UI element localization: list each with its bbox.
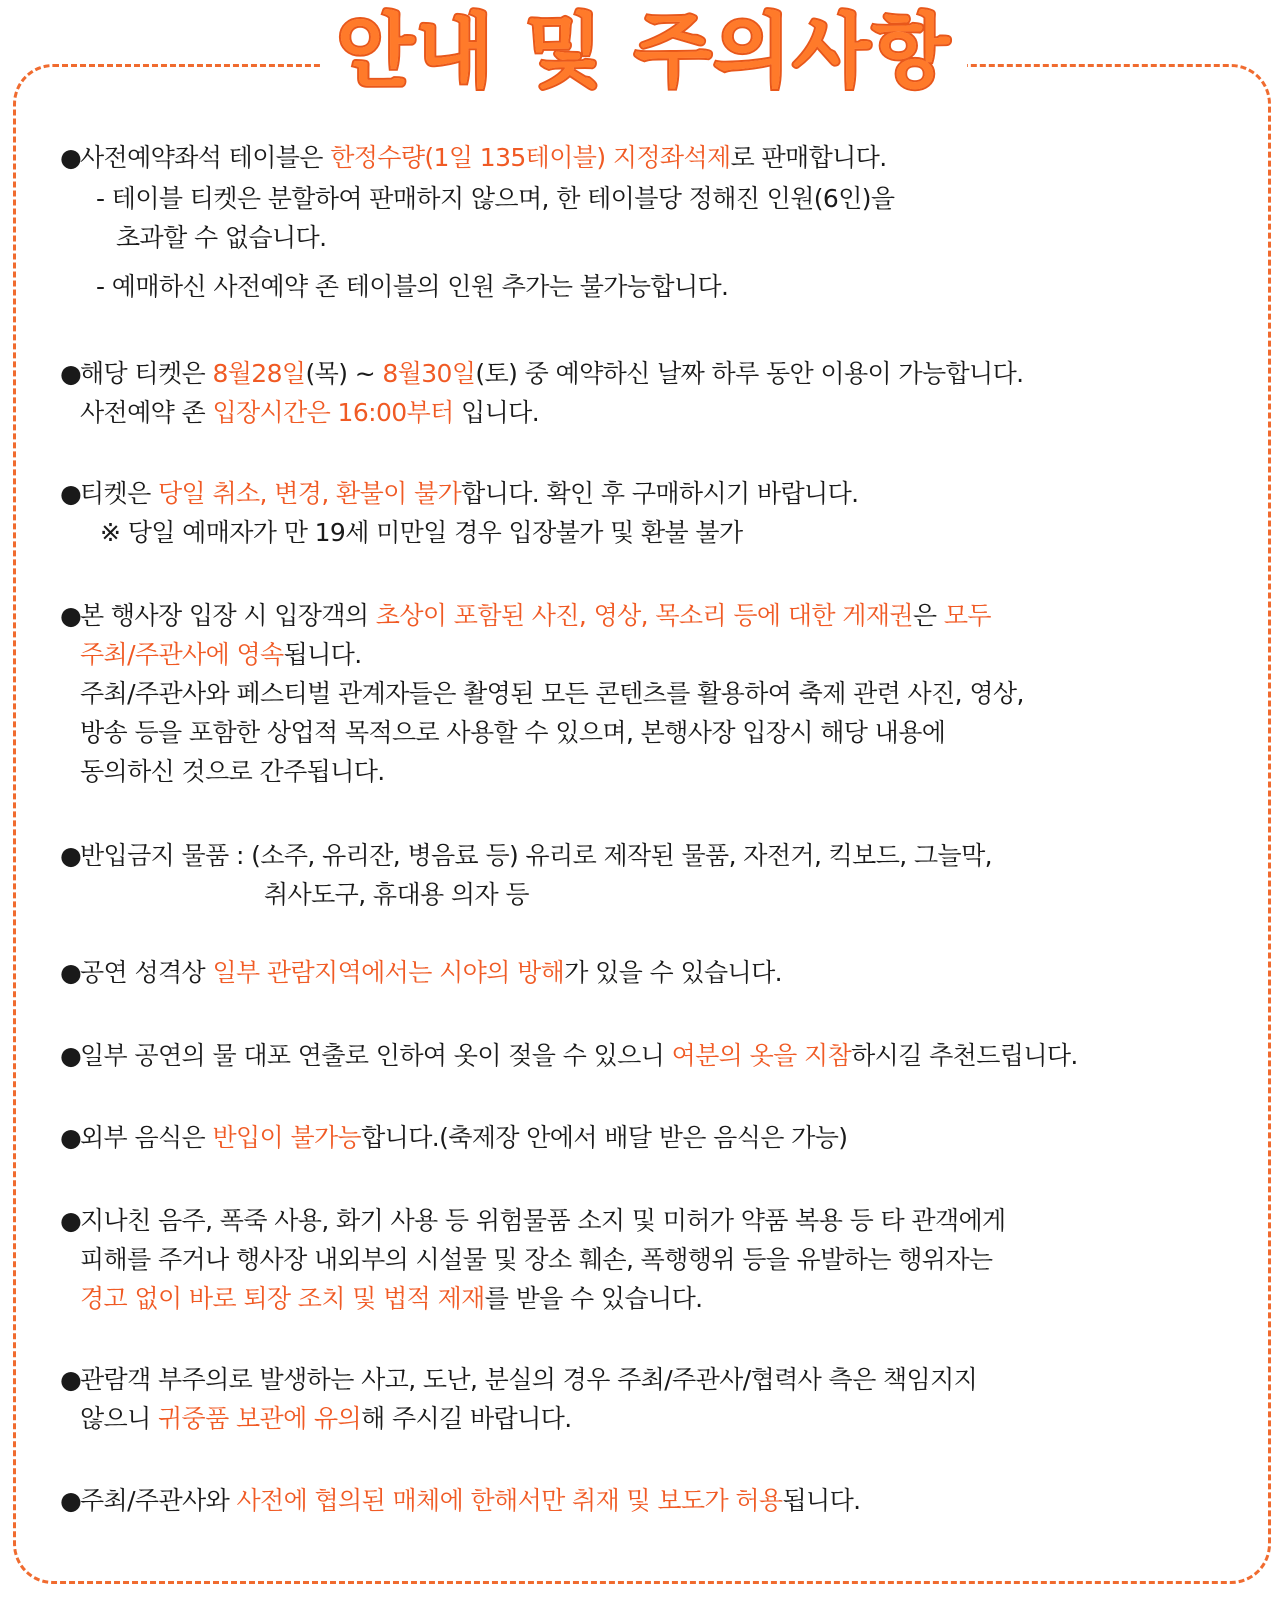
notice-item-press	[60, 1481, 860, 1520]
notice-subline: 초과할 수 없습니다.	[116, 223, 327, 252]
bullet: ●	[60, 1123, 82, 1152]
notice-line: 지나친 음주, 폭죽 사용, 화기 사용 등 위험물품 소지 및 미허가 약품 복용 등 타 관객에게	[80, 1206, 1006, 1235]
bullet: ●	[60, 1365, 82, 1394]
notice-item-prohibited	[60, 836, 992, 914]
bullet: ●	[60, 958, 82, 987]
notice-line: 주최/주관사와 사전에 협의된 매체에 한해서만 취재 및 보도가 허용됩니다.	[80, 1486, 861, 1515]
notice-line: 관람객 부주의로 발생하는 사고, 도난, 분실의 경우 주최/주관사/협력사 측은 책임지지	[80, 1365, 978, 1394]
notice-line: 취사도구, 휴대용 의자 등	[264, 880, 529, 909]
notice-line: 사전예약 존 입장시간은 16:00부터 입니다.	[80, 398, 540, 427]
notice-item-liability	[60, 1360, 977, 1438]
title-wrap	[0, 2, 1288, 102]
bullet: ●	[60, 1486, 82, 1515]
notice-subline: - 예매하신 사전예약 존 테이블의 인원 추가는 불가능합니다.	[96, 272, 729, 301]
notice-line: 사전예약좌석 테이블은 한정수량(1일 135테이블) 지정좌석제로 판매합니다.	[80, 143, 887, 172]
notice-item-table	[60, 138, 894, 306]
notice-item-view	[60, 953, 782, 992]
bullet: ●	[60, 841, 82, 870]
bullet: ●	[60, 601, 82, 630]
notice-line: 반입금지 물품 : (소주, 유리잔, 병음료 등) 유리로 제작된 물품, 자전거, 킥보드, 그늘막,	[80, 841, 992, 870]
notice-item-water	[60, 1036, 1078, 1075]
notice-item-portrait-rights	[60, 596, 1024, 791]
notice-line: 외부 음식은 반입이 불가능합니다.(축제장 안에서 배달 받은 음식은 가능)	[80, 1123, 848, 1152]
notice-line: 티켓은 당일 취소, 변경, 환불이 불가합니다. 확인 후 구매하시기 바랍니다.	[80, 479, 859, 508]
notice-line: 피해를 주거나 행사장 내외부의 시설물 및 장소 훼손, 폭행행위 등을 유발하는 행위자는	[80, 1245, 993, 1274]
notice-item-refund	[60, 474, 858, 552]
notice-line: 해당 티켓은 8월28일(목) ~ 8월30일(토) 중 예약하신 날짜 하루 동안 이용이 가능합니다.	[80, 359, 1024, 388]
notice-item-dangerous	[60, 1201, 1006, 1318]
notice-line: 주최/주관사에 영속됩니다.	[80, 640, 362, 669]
notice-line: 경고 없이 바로 퇴장 조치 및 법적 제재를 받을 수 있습니다.	[80, 1284, 703, 1313]
bullet: ●	[60, 1206, 82, 1235]
notice-line: 방송 등을 포함한 상업적 목적으로 사용할 수 있으며, 본행사장 입장시 해당 내용에	[80, 718, 946, 747]
bullet: ●	[60, 359, 82, 388]
notice-line: 동의하신 것으로 간주됩니다.	[80, 757, 385, 786]
bullet: ●	[60, 143, 82, 172]
notice-line: 주최/주관사와 페스티벌 관계자들은 촬영된 모든 콘텐츠를 활용하여 축제 관련 사진, 영상,	[80, 679, 1024, 708]
notice-line: 않으니 귀중품 보관에 유의해 주시길 바랍니다.	[80, 1404, 572, 1433]
notice-line: 공연 성격상 일부 관람지역에서는 시야의 방해가 있을 수 있습니다.	[80, 958, 782, 987]
notice-line: 본 행사장 입장 시 입장객의 초상이 포함된 사진, 영상, 목소리 등에 대한 게재권은 모두	[80, 601, 991, 630]
bullet: ●	[60, 1041, 82, 1070]
bullet: ●	[60, 479, 82, 508]
notice-item-food	[60, 1118, 847, 1157]
notice-note: ※ 당일 예매자가 만 19세 미만일 경우 입장불가 및 환불 불가	[100, 518, 743, 547]
notice-line: 일부 공연의 물 대포 연출로 인하여 옷이 젖을 수 있으니 여분의 옷을 지참하시길 추천드립니다.	[80, 1041, 1078, 1070]
notice-item-dates	[60, 354, 1024, 432]
notice-subline: - 테이블 티켓은 분할하여 판매하지 않으며, 한 테이블당 정해진 인원(6인)을	[96, 184, 895, 213]
page-title: 안내 및 주의사항	[321, 2, 968, 102]
